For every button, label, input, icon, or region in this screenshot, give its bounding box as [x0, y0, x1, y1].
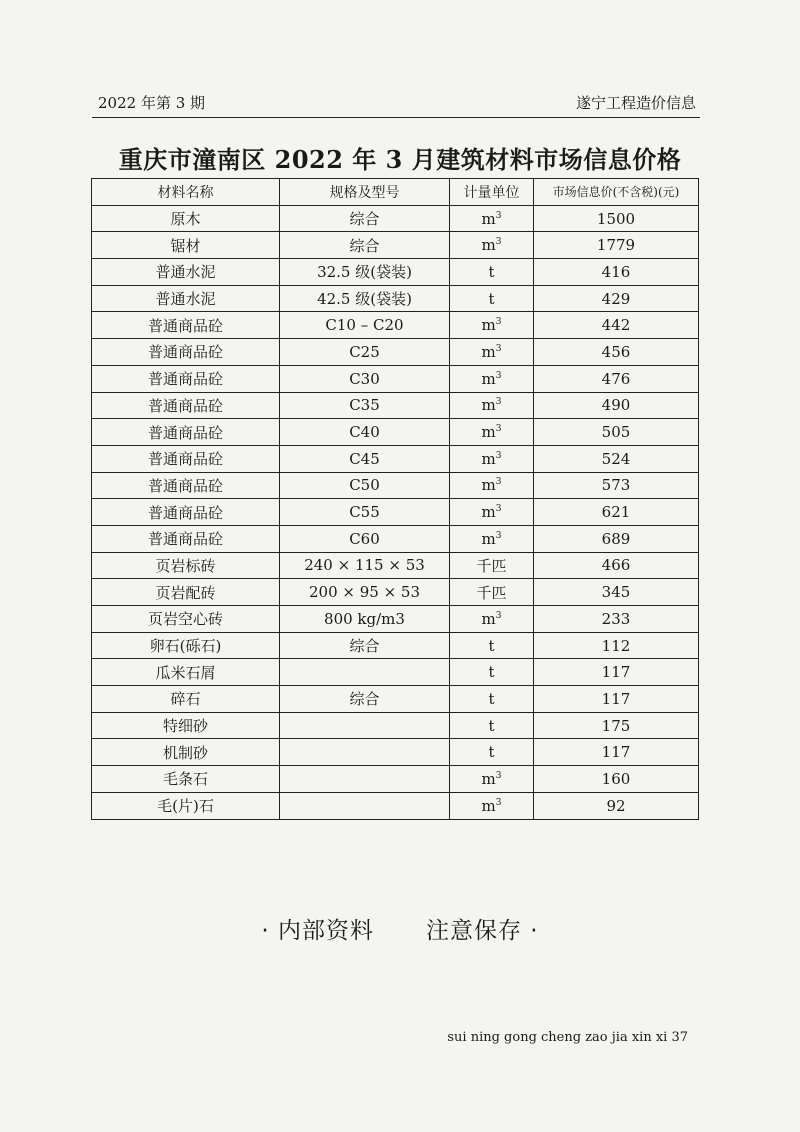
cell-unit: t [450, 686, 534, 713]
table-row [92, 419, 699, 446]
table-row [92, 499, 699, 526]
cell-material-name: 碎石 [92, 686, 280, 713]
cell-spec: 综合 [280, 232, 450, 259]
cell-unit: t [450, 285, 534, 312]
cell-unit: t [450, 259, 534, 286]
table-header-row [92, 179, 699, 206]
cell-unit: 千匹 [450, 552, 534, 579]
cell-material-name: 特细砂 [92, 712, 280, 739]
cell-unit: $m^3$ [450, 232, 534, 259]
page-footer: sui ning gong cheng zao jia xin xi 37 [447, 1030, 688, 1045]
table-row [92, 312, 699, 339]
cell-material-name: 普通商品砼 [92, 499, 280, 526]
header-rule [92, 117, 700, 118]
cell-unit: $m^3$ [450, 792, 534, 819]
cell-material-name: 锯材 [92, 232, 280, 259]
column-header-name: 材料名称 [92, 179, 280, 206]
cell-material-name: 页岩空心砖 [92, 606, 280, 633]
cell-price: 573 [534, 472, 699, 499]
cell-material-name: 普通商品砼 [92, 445, 280, 472]
cell-unit: $m^3$ [450, 392, 534, 419]
cell-price: 490 [534, 392, 699, 419]
cell-unit: t [450, 632, 534, 659]
cell-spec: 240 × 115 × 53 [280, 552, 450, 579]
publication-name: 遂宁工程造价信息 [575, 94, 696, 112]
table-row [92, 686, 699, 713]
cell-price: 689 [534, 525, 699, 552]
cell-spec: C45 [280, 445, 450, 472]
table-row [92, 712, 699, 739]
cell-material-name: 瓜米石屑 [92, 659, 280, 686]
column-header-unit: 计量单位 [450, 179, 534, 206]
cell-price: 476 [534, 365, 699, 392]
table-row [92, 259, 699, 286]
table-row [92, 285, 699, 312]
cell-price: 442 [534, 312, 699, 339]
cell-unit: $m^3$ [450, 499, 534, 526]
table-body [92, 205, 699, 819]
cell-unit: $m^3$ [450, 419, 534, 446]
cell-price: 117 [534, 686, 699, 713]
cell-unit: t [450, 659, 534, 686]
cell-price: 429 [534, 285, 699, 312]
column-header-spec: 规格及型号 [280, 179, 450, 206]
cell-price: 621 [534, 499, 699, 526]
cell-spec: C60 [280, 525, 450, 552]
page-title: 重庆市潼南区 2022 年 3 月建筑材料市场信息价格 [118, 145, 682, 174]
table-row [92, 659, 699, 686]
table-row [92, 766, 699, 793]
cell-material-name: 页岩配砖 [92, 579, 280, 606]
cell-material-name: 普通商品砼 [92, 312, 280, 339]
table-row [92, 739, 699, 766]
cell-spec [280, 712, 450, 739]
table-row [92, 205, 699, 232]
cell-spec: C40 [280, 419, 450, 446]
cell-unit: 千匹 [450, 579, 534, 606]
cell-price: 524 [534, 445, 699, 472]
internal-notice [0, 912, 800, 945]
cell-material-name: 普通商品砼 [92, 365, 280, 392]
cell-material-name: 页岩标砖 [92, 552, 280, 579]
cell-material-name: 普通商品砼 [92, 339, 280, 366]
cell-spec: 综合 [280, 205, 450, 232]
cell-spec: C30 [280, 365, 450, 392]
cell-spec [280, 766, 450, 793]
cell-material-name: 毛(片)石 [92, 792, 280, 819]
cell-material-name: 毛条石 [92, 766, 280, 793]
cell-price: 117 [534, 659, 699, 686]
notice-keep: 注意保存 · [426, 918, 539, 944]
cell-price: 1500 [534, 205, 699, 232]
cell-unit: $m^3$ [450, 525, 534, 552]
cell-unit: $m^3$ [450, 312, 534, 339]
cell-spec: C50 [280, 472, 450, 499]
cell-unit: $m^3$ [450, 365, 534, 392]
cell-unit: $m^3$ [450, 205, 534, 232]
cell-spec: 200 × 95 × 53 [280, 579, 450, 606]
cell-price: 505 [534, 419, 699, 446]
table-row [92, 472, 699, 499]
cell-spec: C55 [280, 499, 450, 526]
table-row [92, 365, 699, 392]
cell-material-name: 普通水泥 [92, 259, 280, 286]
table-row [92, 552, 699, 579]
cell-spec: 800 kg/m3 [280, 606, 450, 633]
cell-material-name: 机制砂 [92, 739, 280, 766]
cell-price: 466 [534, 552, 699, 579]
cell-spec: 42.5 级(袋装) [280, 285, 450, 312]
cell-price: 1779 [534, 232, 699, 259]
cell-unit: $m^3$ [450, 445, 534, 472]
cell-material-name: 普通商品砼 [92, 472, 280, 499]
cell-material-name: 普通商品砼 [92, 525, 280, 552]
cell-price: 456 [534, 339, 699, 366]
cell-price: 416 [534, 259, 699, 286]
cell-spec: C25 [280, 339, 450, 366]
cell-unit: $m^3$ [450, 606, 534, 633]
table-row [92, 445, 699, 472]
cell-spec: 综合 [280, 686, 450, 713]
table-row [92, 525, 699, 552]
issue-label: 2022 年第 3 期 [98, 94, 206, 112]
cell-unit: $m^3$ [450, 472, 534, 499]
cell-spec [280, 792, 450, 819]
cell-unit: t [450, 712, 534, 739]
table-row [92, 339, 699, 366]
cell-spec: C10 – C20 [280, 312, 450, 339]
column-header-price: 市场信息价(不含税)(元) [534, 179, 699, 206]
cell-material-name: 卵石(砾石) [92, 632, 280, 659]
cell-price: 160 [534, 766, 699, 793]
cell-price: 92 [534, 792, 699, 819]
cell-price: 345 [534, 579, 699, 606]
cell-material-name: 普通商品砼 [92, 419, 280, 446]
cell-spec [280, 659, 450, 686]
cell-price: 112 [534, 632, 699, 659]
table-row [92, 579, 699, 606]
cell-price: 233 [534, 606, 699, 633]
notice-internal: · 内部资料 [261, 918, 374, 944]
cell-spec: 32.5 级(袋装) [280, 259, 450, 286]
cell-unit: t [450, 739, 534, 766]
cell-material-name: 普通商品砼 [92, 392, 280, 419]
cell-unit: $m^3$ [450, 766, 534, 793]
cell-spec: 综合 [280, 632, 450, 659]
cell-spec: C35 [280, 392, 450, 419]
cell-spec [280, 739, 450, 766]
price-table [91, 178, 699, 820]
table-row [92, 232, 699, 259]
cell-material-name: 普通水泥 [92, 285, 280, 312]
table-row [92, 392, 699, 419]
table-row [92, 606, 699, 633]
table-row [92, 632, 699, 659]
cell-material-name: 原木 [92, 205, 280, 232]
cell-price: 117 [534, 739, 699, 766]
table-row [92, 792, 699, 819]
cell-unit: $m^3$ [450, 339, 534, 366]
cell-price: 175 [534, 712, 699, 739]
